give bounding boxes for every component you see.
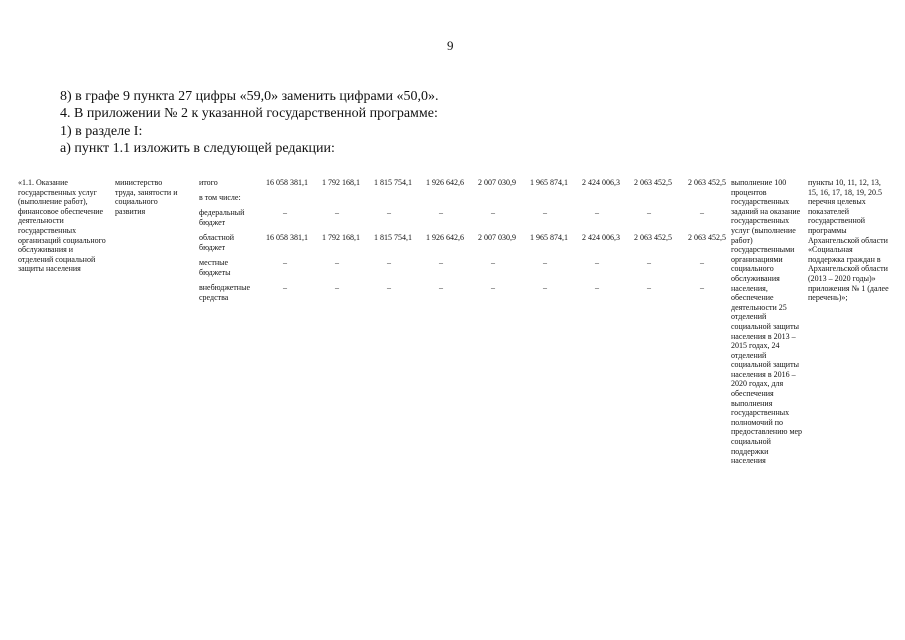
value-cell: 2 063 452,5: [634, 233, 672, 242]
value-cell: –: [283, 283, 287, 292]
value-cell: –: [387, 258, 391, 267]
value-cell: 2 063 452,5: [634, 178, 672, 187]
value-cell: –: [439, 208, 443, 217]
paragraph-a: а) пункт 1.1 изложить в следующей редакции:: [60, 141, 335, 156]
value-cell: –: [283, 208, 287, 217]
value-cell: –: [647, 208, 651, 217]
table-executor-cell: министерство труда, занятости и социального развития: [115, 178, 178, 216]
page-number: 9: [447, 38, 454, 53]
value-cell: –: [543, 258, 547, 267]
table-reference-cell: пункты 10, 11, 12, 13, 15, 16, 17, 18, 19, 20.5 перечня целевых показателей государственной программы Архангельской области «Социальная поддержка граждан в Архангельской области (2013 – 2020 годы)» приложения № 1 (далее перечень)»;: [808, 178, 889, 303]
row-label-federal: федеральный бюджет: [199, 208, 245, 227]
value-cell: 1 792 168,1: [322, 178, 360, 187]
value-cell: 1 965 874,1: [530, 233, 568, 242]
value-cell: 1 815 754,1: [374, 178, 412, 187]
value-cell: –: [700, 258, 704, 267]
row-label-local: местные бюджеты: [199, 258, 231, 277]
value-cell: –: [595, 283, 599, 292]
value-cell: –: [283, 258, 287, 267]
value-cell: –: [491, 283, 495, 292]
value-cell: 1 926 642,6: [426, 233, 464, 242]
value-cell: –: [387, 283, 391, 292]
paragraph-8: 8) в графе 9 пункта 27 цифры «59,0» заменить цифрами «50,0».: [60, 89, 439, 104]
value-cell: 2 063 452,5: [688, 233, 726, 242]
value-cell: –: [439, 258, 443, 267]
value-cell: 2 007 030,9: [478, 233, 516, 242]
value-cell: 1 926 642,6: [426, 178, 464, 187]
value-cell: 16 058 381,1: [266, 233, 308, 242]
value-cell: –: [595, 258, 599, 267]
row-label-extrabudgetary: внебюджетные средства: [199, 283, 250, 302]
value-cell: 1 815 754,1: [374, 233, 412, 242]
row-label-total: итого: [199, 178, 218, 187]
value-cell: 2 007 030,9: [478, 178, 516, 187]
value-cell: 16 058 381,1: [266, 178, 308, 187]
value-cell: –: [543, 208, 547, 217]
row-label-regional: областной бюджет: [199, 233, 235, 252]
paragraph-1: 1) в разделе I:: [60, 124, 143, 139]
value-cell: –: [700, 208, 704, 217]
value-cell: 2 063 452,5: [688, 178, 726, 187]
value-cell: –: [491, 258, 495, 267]
value-cell: –: [543, 283, 547, 292]
value-cell: –: [335, 208, 339, 217]
value-cell: –: [439, 283, 443, 292]
value-cell: 1 965 874,1: [530, 178, 568, 187]
value-cell: 2 424 006,3: [582, 233, 620, 242]
value-cell: –: [595, 208, 599, 217]
value-cell: –: [335, 283, 339, 292]
value-cell: –: [647, 283, 651, 292]
table-result-cell: выполнение 100 процентов государственных заданий на оказание государственных услуг (выполнение работ) государственными организациями социального обслуживания населения, обеспечение деятельности 25 отделений социальной защиты населения в 2013 – 2015 годах, 24 отделений социальной защиты населения в 2016 – 2020 годах, для обеспечения выполнения государственных полномочий по предоставлению мер социальной поддержки населения: [731, 178, 803, 466]
table-activity-cell: «1.1. Оказание государственных услуг (выполнение работ), финансовое обеспечение деятельности государственных организаций социального обслуживания и отделений социальной защиты населения: [18, 178, 106, 274]
paragraph-4: 4. В приложении № 2 к указанной государственной программе:: [60, 106, 438, 121]
value-cell: –: [700, 283, 704, 292]
row-label-including: в том числе:: [199, 193, 241, 202]
value-cell: –: [647, 258, 651, 267]
value-cell: 1 792 168,1: [322, 233, 360, 242]
value-cell: –: [335, 258, 339, 267]
value-cell: 2 424 006,3: [582, 178, 620, 187]
value-cell: –: [387, 208, 391, 217]
value-cell: –: [491, 208, 495, 217]
